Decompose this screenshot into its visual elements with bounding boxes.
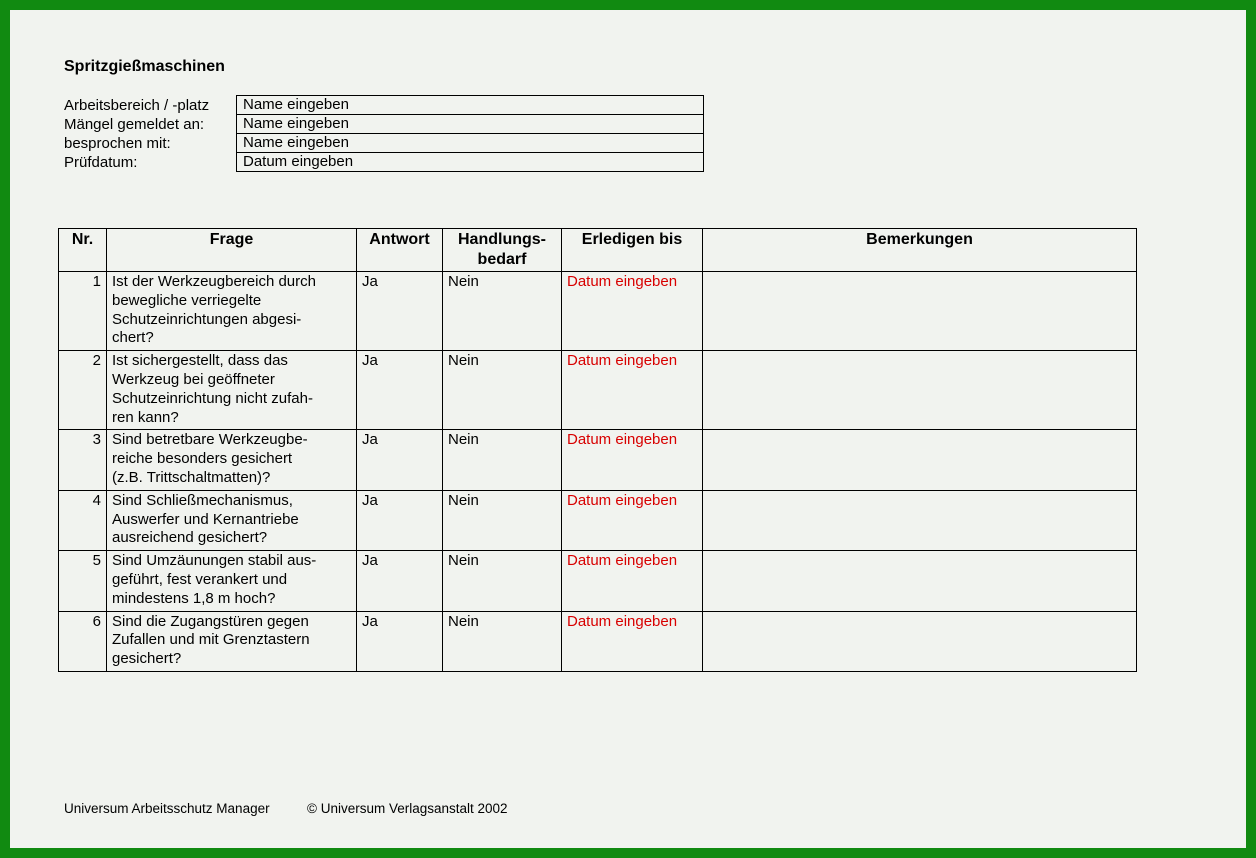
- maengel-field[interactable]: Name eingeben: [237, 115, 703, 134]
- question-line: geführt, fest verankert und: [112, 570, 288, 588]
- meta-fields: [236, 95, 704, 172]
- meta-label-arbeitsbereich: Arbeitsbereich / -platz: [64, 97, 210, 114]
- besprochen-field[interactable]: Name eingeben: [237, 134, 703, 153]
- remarks-cell[interactable]: [703, 551, 1137, 611]
- answer-cell[interactable]: Ja: [357, 551, 443, 611]
- row-number: 5: [59, 551, 107, 611]
- col-header-antwort: Antwort: [357, 229, 443, 272]
- question-cell: [107, 351, 357, 430]
- row-number: 2: [59, 351, 107, 430]
- footer-right: © Universum Verlagsanstalt 2002: [307, 801, 508, 816]
- action-needed-cell[interactable]: Nein: [443, 430, 562, 490]
- question-line: gesichert?: [112, 650, 182, 668]
- question-line: chert?: [112, 329, 154, 347]
- question-line: Ist sichergestellt, dass das: [112, 352, 288, 370]
- table-row: [59, 551, 1137, 611]
- question-cell: [107, 611, 357, 671]
- meta-labels: [64, 96, 209, 172]
- col-header-handlungsbedarf: [443, 229, 562, 272]
- question-line: Sind die Zugangstüren gegen: [112, 612, 309, 630]
- meta-label-pruefdatum: Prüfdatum:: [64, 154, 138, 171]
- action-needed-cell[interactable]: Nein: [443, 490, 562, 550]
- question-line: ausreichend gesichert?: [112, 529, 268, 547]
- col-header-erledigen: Erledigen bis: [562, 229, 703, 272]
- question-line: ren kann?: [112, 408, 179, 426]
- col-header-frage: Frage: [107, 229, 357, 272]
- question-line: reiche besonders gesichert: [112, 450, 293, 468]
- question-line: Sind Umzäunungen stabil aus-: [112, 552, 317, 570]
- question-line: (z.B. Trittschaltmatten)?: [112, 468, 271, 486]
- action-needed-cell[interactable]: Nein: [443, 611, 562, 671]
- due-date-cell[interactable]: Datum eingeben: [562, 611, 703, 671]
- question-line: Sind betretbare Werkzeugbe-: [112, 431, 308, 449]
- remarks-cell[interactable]: [703, 351, 1137, 430]
- table-row: [59, 611, 1137, 671]
- document-page: [10, 10, 1246, 848]
- answer-cell[interactable]: Ja: [357, 351, 443, 430]
- remarks-cell[interactable]: [703, 611, 1137, 671]
- answer-cell[interactable]: Ja: [357, 490, 443, 550]
- remarks-cell[interactable]: [703, 490, 1137, 550]
- meta-label-maengel: Mängel gemeldet an:: [64, 116, 205, 133]
- question-line: Schutzeinrichtung nicht zufah-: [112, 389, 313, 407]
- footer-left: Universum Arbeitsschutz Manager: [64, 801, 270, 816]
- row-number: 4: [59, 490, 107, 550]
- table-row: [59, 430, 1137, 490]
- col-header-bemerkungen: Bemerkungen: [703, 229, 1137, 272]
- row-number: 3: [59, 430, 107, 490]
- question-line: bewegliche verriegelte: [112, 291, 262, 309]
- remarks-cell[interactable]: [703, 430, 1137, 490]
- question-line: mindestens 1,8 m hoch?: [112, 589, 276, 607]
- answer-cell[interactable]: Ja: [357, 272, 443, 351]
- col-header-handlungsbedarf-line2: bedarf: [477, 250, 527, 268]
- question-line: Zufallen und mit Grenztastern: [112, 631, 310, 649]
- due-date-cell[interactable]: Datum eingeben: [562, 272, 703, 351]
- question-line: Ist der Werkzeugbereich durch: [112, 273, 316, 290]
- document-title: Spritzgießmaschinen: [64, 58, 225, 75]
- col-header-handlungsbedarf-line1: Handlungs-: [458, 231, 546, 248]
- table-row: [59, 351, 1137, 430]
- table-row: [59, 272, 1137, 351]
- due-date-cell[interactable]: Datum eingeben: [562, 351, 703, 430]
- due-date-cell[interactable]: Datum eingeben: [562, 430, 703, 490]
- remarks-cell[interactable]: [703, 272, 1137, 351]
- arbeitsbereich-field[interactable]: Name eingeben: [237, 96, 703, 115]
- action-needed-cell[interactable]: Nein: [443, 272, 562, 351]
- action-needed-cell[interactable]: Nein: [443, 351, 562, 430]
- question-line: Werkzeug bei geöffneter: [112, 370, 275, 388]
- answer-cell[interactable]: Ja: [357, 430, 443, 490]
- row-number: 1: [59, 272, 107, 351]
- col-header-nr: Nr.: [59, 229, 107, 272]
- question-line: Sind Schließmechanismus,: [112, 491, 293, 509]
- question-cell: [107, 490, 357, 550]
- question-cell: [107, 551, 357, 611]
- due-date-cell[interactable]: Datum eingeben: [562, 551, 703, 611]
- row-number: 6: [59, 611, 107, 671]
- pruefdatum-field[interactable]: Datum eingeben: [237, 153, 703, 172]
- meta-label-besprochen: besprochen mit:: [64, 135, 171, 152]
- table-row: [59, 490, 1137, 550]
- table-header-row: [59, 229, 1137, 272]
- question-cell: [107, 430, 357, 490]
- question-line: Schutzeinrichtungen abgesi-: [112, 310, 302, 328]
- answer-cell[interactable]: Ja: [357, 611, 443, 671]
- action-needed-cell[interactable]: Nein: [443, 551, 562, 611]
- question-line: Auswerfer und Kernantriebe: [112, 510, 299, 528]
- question-cell: [107, 272, 357, 351]
- due-date-cell[interactable]: Datum eingeben: [562, 490, 703, 550]
- checklist-table: [58, 228, 1137, 672]
